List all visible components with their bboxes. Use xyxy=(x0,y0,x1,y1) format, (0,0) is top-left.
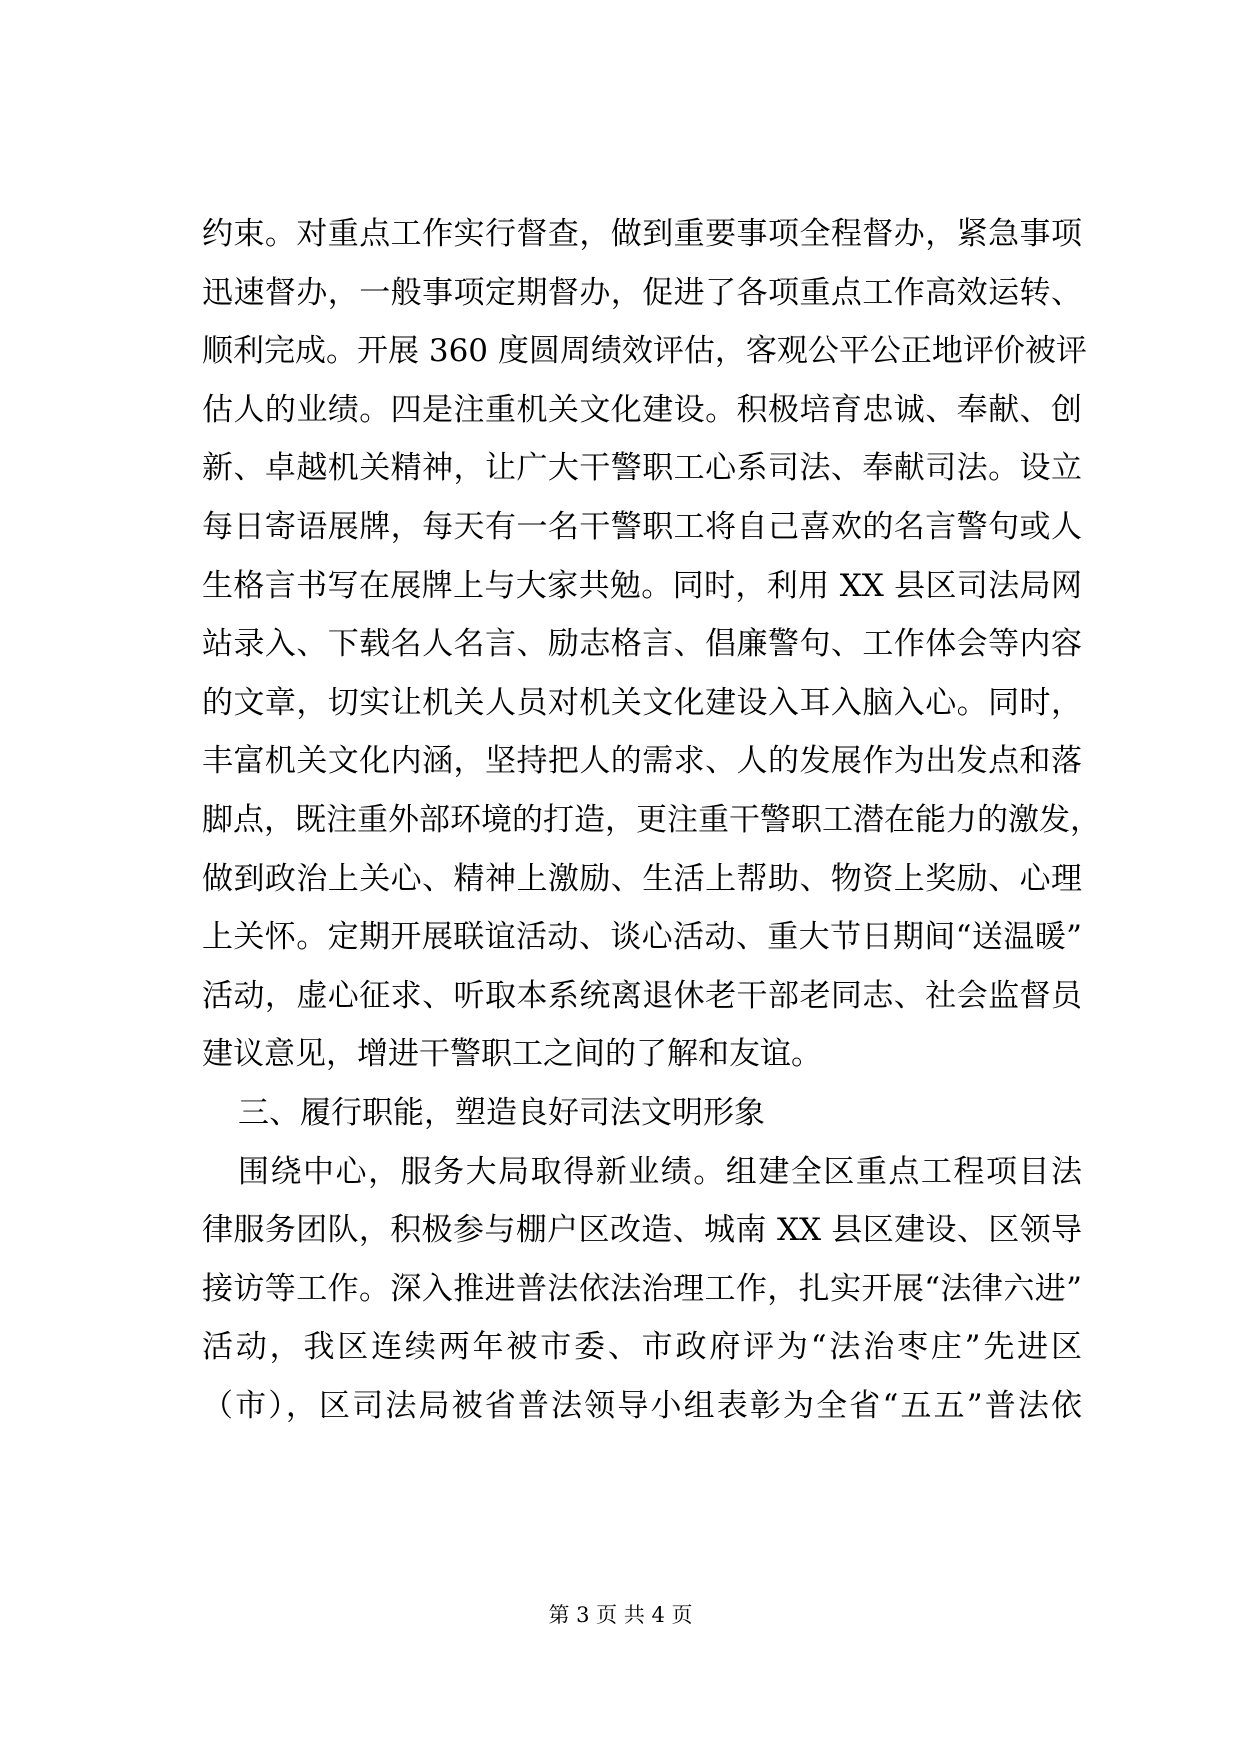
text-line: 围绕中心，服务大局取得新业绩。组建全区重点工程项目法 xyxy=(238,1153,1082,1190)
text-line: 顺利完成。开展 360 度圆周绩效评估，客观公平公正地评价被评 xyxy=(202,333,1087,370)
text-line: 活动，我区连续两年被市委、市政府评为“法治枣庄”先进区 xyxy=(202,1329,1082,1366)
text-line: 生格言书写在展牌上与大家共勉。同时，利用 XX 县区司法局网 xyxy=(202,567,1082,604)
text-line: 丰富机关文化内涵，坚持把人的需求、人的发展作为出发点和落 xyxy=(202,743,1082,780)
document-body xyxy=(202,205,1101,1435)
section-heading: 三、履行职能，塑造良好司法文明形象 xyxy=(238,1094,765,1131)
text-line: 站录入、下载名人名言、励志格言、倡廉警句、工作体会等内容 xyxy=(202,626,1082,663)
text-line: 约束。对重点工作实行督查，做到重要事项全程督办，紧急事项 xyxy=(202,216,1082,252)
text-line: 建议意见，增进干警职工之间的了解和友谊。 xyxy=(202,1036,822,1073)
text-line: 脚点，既注重外部环境的打造，更注重干警职工潜在能力的激发， xyxy=(202,801,1101,838)
text-line: 新、卓越机关精神，让广大干警职工心系司法、奉献司法。设立 xyxy=(202,450,1082,487)
text-line: 做到政治上关心、精神上激励、生活上帮助、物资上奖励、心理 xyxy=(202,860,1082,897)
text-line: （市），区司法局被省普法领导小组表彰为全省“五五”普法依 xyxy=(202,1387,1082,1424)
text-line: 的文章，切实让机关人员对机关文化建设入耳入脑入心。同时， xyxy=(202,684,1082,721)
text-line: 活动，虚心征求、听取本系统离退休老干部老同志、社会监督员 xyxy=(202,977,1082,1014)
text-line: 迅速督办，一般事项定期督办，促进了各项重点工作高效运转、 xyxy=(202,274,1082,311)
text-line: 接访等工作。深入推进普法依法治理工作，扎实开展“法律六进” xyxy=(202,1270,1082,1307)
text-line: 估人的业绩。四是注重机关文化建设。积极培育忠诚、奉献、创 xyxy=(202,391,1082,428)
text-line: 上关怀。定期开展联谊活动、谈心活动、重大节日期间“送温暖” xyxy=(202,919,1082,956)
text-line: 每日寄语展牌，每天有一名干警职工将自己喜欢的名言警句或人 xyxy=(202,508,1082,545)
page-number-footer: 第 3 页 共 4 页 xyxy=(548,1603,693,1627)
text-line: 律服务团队，积极参与棚户区改造、城南 XX 县区建设、区领导 xyxy=(202,1212,1082,1249)
